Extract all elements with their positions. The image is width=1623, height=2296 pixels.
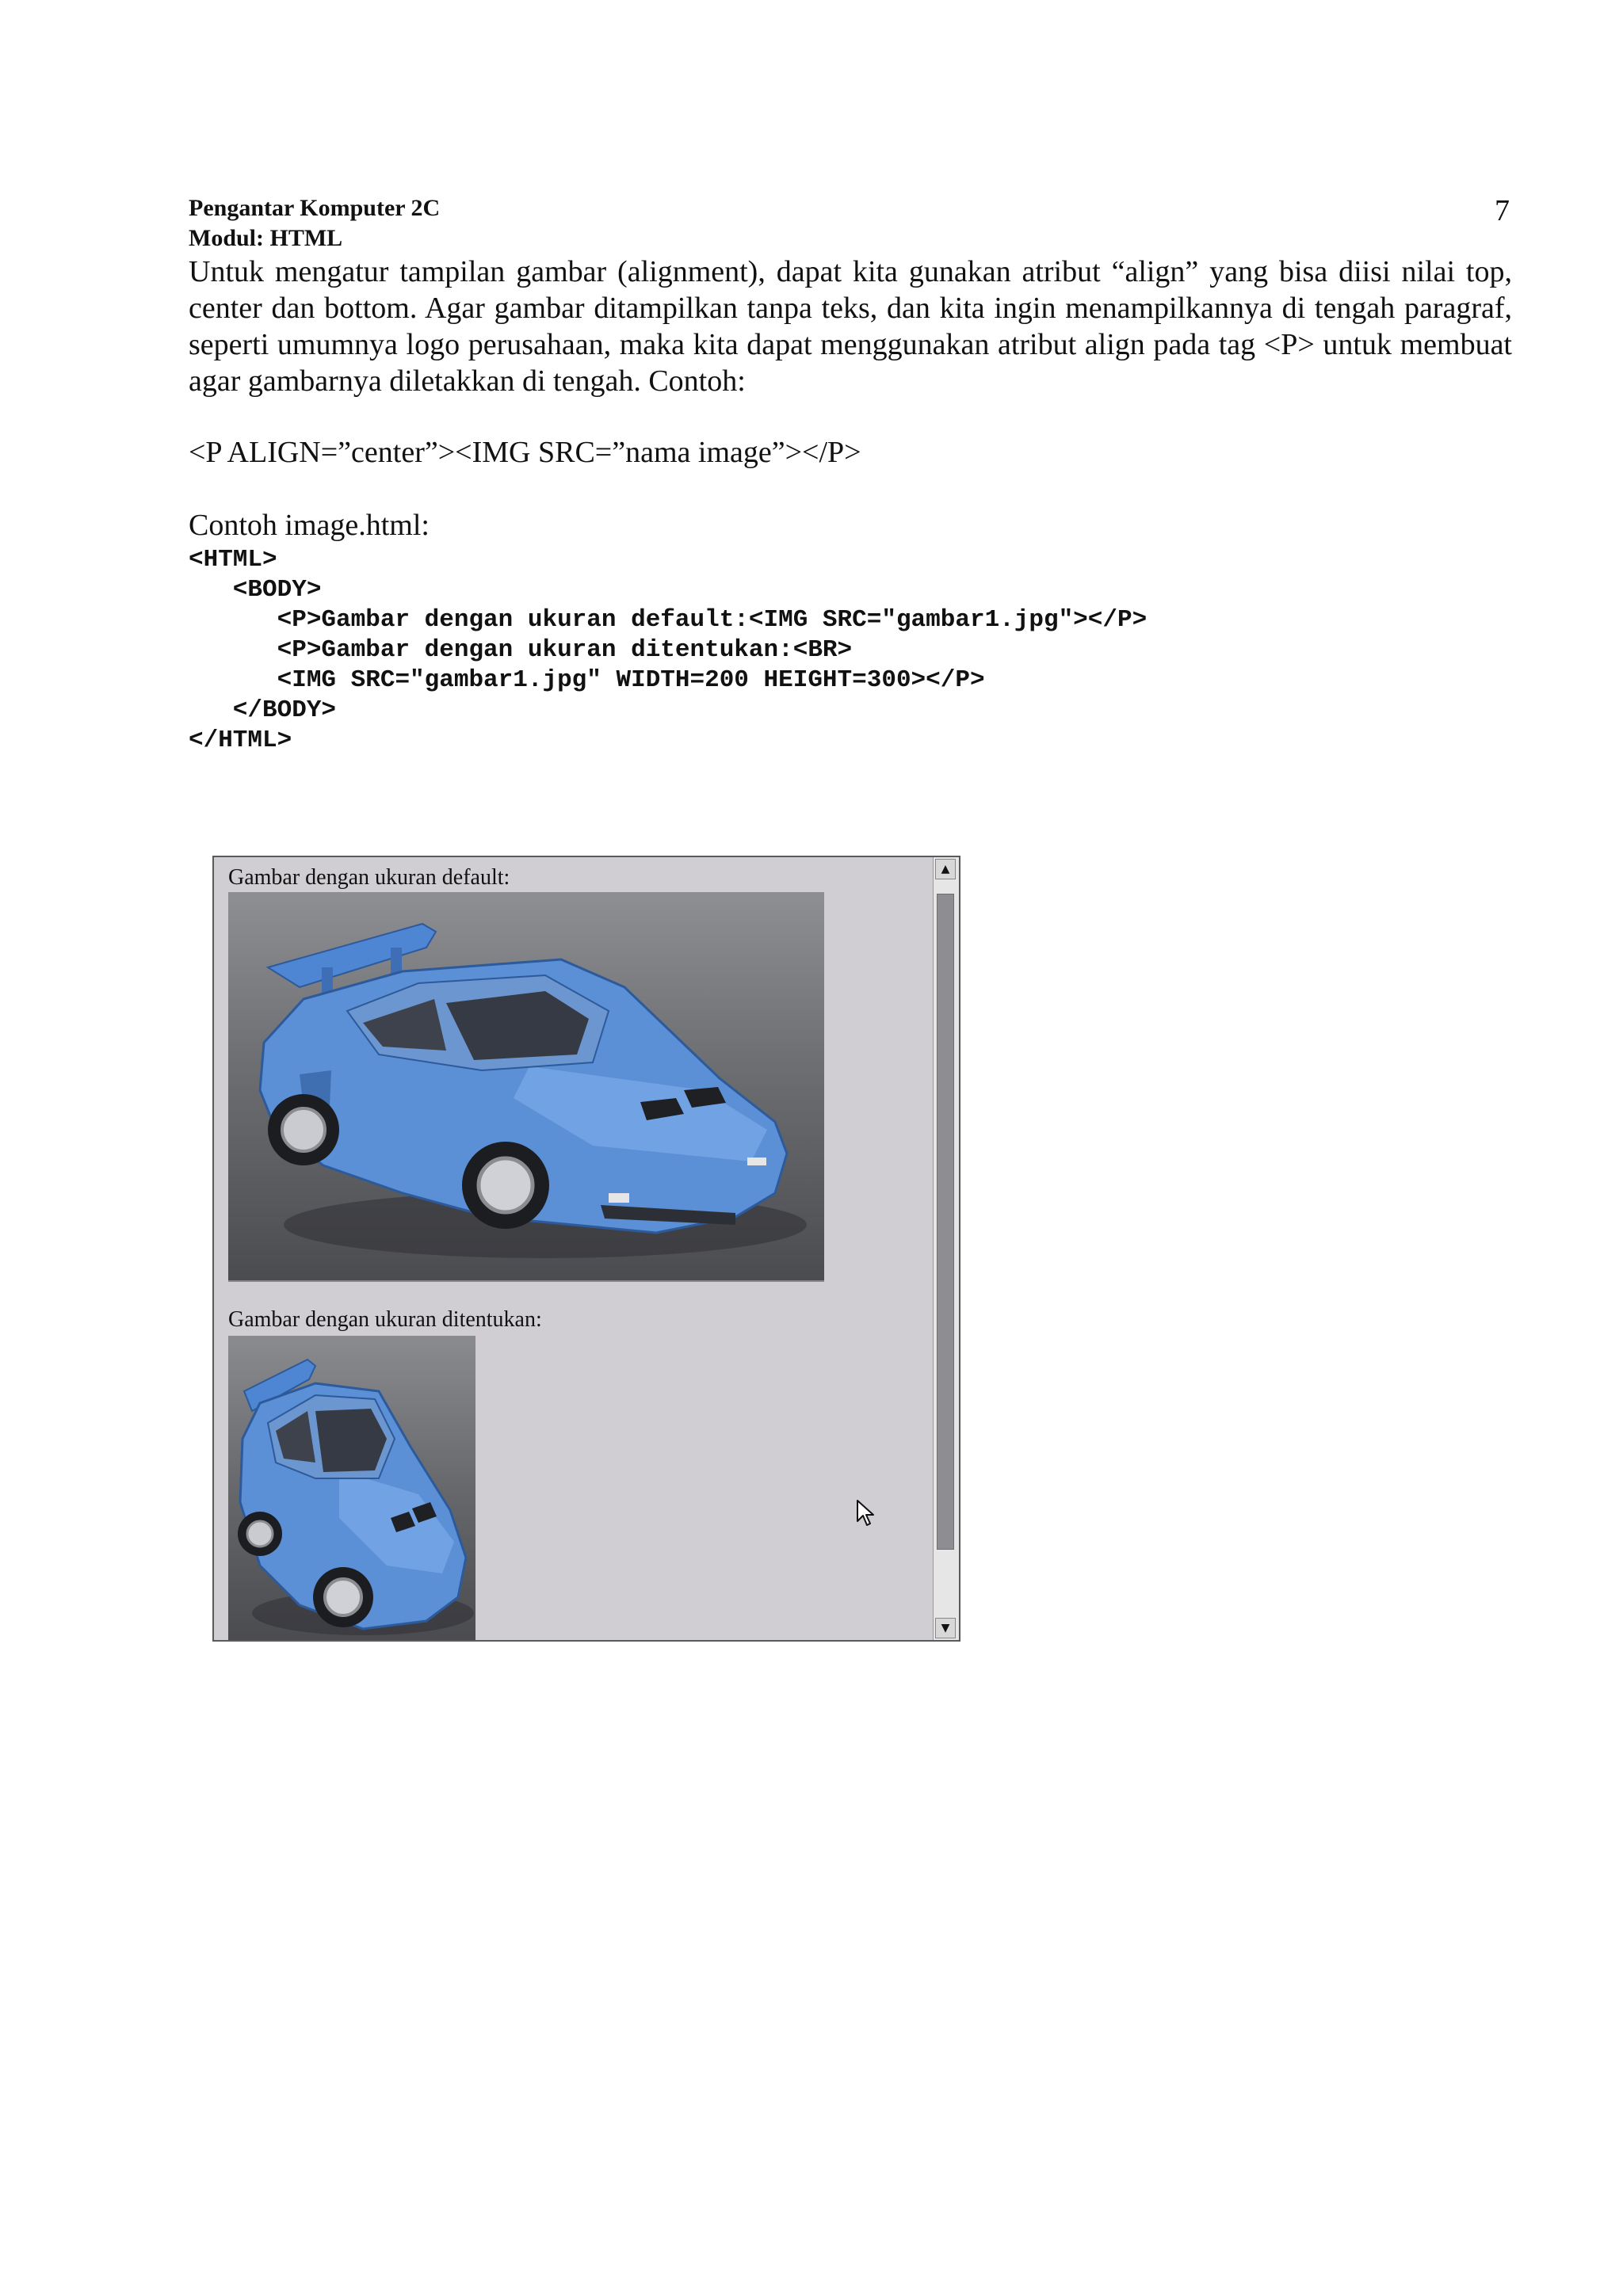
car-image-default: [228, 892, 824, 1282]
intro-paragraph: [189, 254, 1512, 399]
code-line: </HTML>: [189, 727, 292, 754]
scroll-down-button[interactable]: [935, 1618, 956, 1638]
caption-default-size: Gambar dengan ukuran default:: [228, 865, 510, 890]
course-title: Pengantar Komputer 2C: [189, 195, 441, 221]
code-line: </BODY>: [189, 696, 337, 724]
arrow-down-icon: ▼: [941, 1622, 950, 1634]
paragraph-text: Untuk mengatur tampilan gambar (alignment), dapat kita gunakan atribut “align” yang bisa diisi nilai top, center dan bottom. Agar gambar ditampilkan tanpa teks, dan kita ingin menampilkannya di tengah paragraf, seperti umumnya logo perusahaan, maka kita dapat menggunakan atribut align pada tag <P> untuk membuat agar gambarnya diletakkan di tengah. Contoh:: [189, 255, 1512, 398]
code-line: <IMG SRC="gambar1.jpg" WIDTH=200 HEIGHT=300></P>: [189, 666, 985, 694]
browser-screenshot: [212, 856, 960, 1642]
header-left: [189, 193, 440, 254]
arrow-up-icon: ▲: [941, 863, 950, 875]
module-title: Modul: HTML: [189, 225, 343, 251]
code-line: <P>Gambar dengan ukuran default:<IMG SRC="gambar1.jpg"></P>: [189, 606, 1148, 634]
code-line: <HTML>: [189, 546, 277, 574]
car-image-sized: [228, 1336, 475, 1642]
code-line: <BODY>: [189, 576, 322, 604]
example-label: Contoh image.html:: [189, 509, 430, 542]
scroll-up-button[interactable]: [935, 859, 956, 879]
page-number: 7: [1495, 194, 1510, 227]
caption-specified-size: Gambar dengan ukuran ditentukan:: [228, 1307, 542, 1332]
car-drawing-default: [228, 892, 824, 1280]
vertical-scrollbar[interactable]: [933, 857, 959, 1640]
example-code-line: <P ALIGN=”center”><IMG SRC=”nama image”></P>: [189, 436, 861, 469]
scrollbar-thumb[interactable]: [937, 894, 954, 1550]
car-drawing-sized: [228, 1336, 475, 1642]
mouse-cursor-icon: [856, 1499, 875, 1527]
browser-content: [214, 857, 934, 1640]
code-block: [189, 545, 1147, 756]
code-line: <P>Gambar dengan ukuran ditentukan:<BR>: [189, 636, 853, 664]
